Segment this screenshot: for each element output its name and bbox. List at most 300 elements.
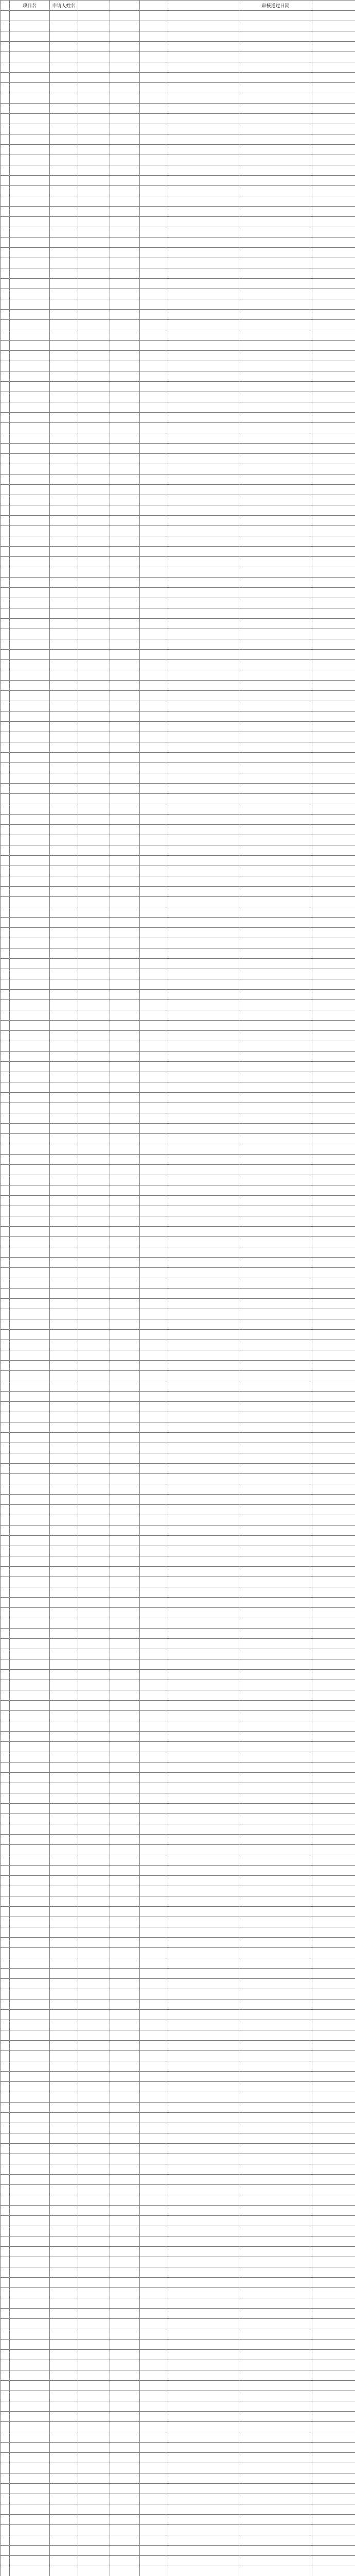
table-cell: [312, 83, 355, 93]
table-row: [1, 691, 355, 701]
table-cell: [312, 464, 355, 474]
table-cell: [140, 1989, 168, 1999]
table-cell: [1, 83, 10, 93]
table-cell: [110, 330, 140, 341]
table-cell: [140, 11, 168, 21]
table-cell: [312, 1196, 355, 1206]
table-cell: [50, 1062, 78, 1072]
table-cell: [239, 990, 312, 1000]
table-cell: [1, 1031, 10, 1041]
table-cell: [50, 907, 78, 918]
table-row: [1, 928, 355, 938]
table-cell: [239, 2226, 312, 2236]
table-cell: [50, 1793, 78, 1804]
table-cell: [312, 248, 355, 258]
table-cell: [110, 1783, 140, 1793]
header-cell: [312, 1, 355, 11]
table-cell: [10, 320, 50, 330]
table-row: [1, 1309, 355, 1319]
table-cell: [1, 2206, 10, 2216]
table-cell: [78, 1165, 110, 1175]
table-cell: [78, 1814, 110, 1824]
table-cell: [140, 2185, 168, 2195]
table-cell: [50, 52, 78, 62]
table-cell: [168, 299, 239, 310]
table-cell: [50, 2030, 78, 2041]
table-cell: [78, 2082, 110, 2092]
table-cell: [110, 804, 140, 815]
table-cell: [239, 660, 312, 670]
table-cell: [110, 2340, 140, 2350]
table-cell: [168, 2226, 239, 2236]
table-cell: [140, 907, 168, 918]
table-cell: [168, 856, 239, 866]
table-cell: [312, 1453, 355, 1464]
table-cell: [50, 722, 78, 732]
table-row: [1, 567, 355, 578]
table-cell: [1, 1680, 10, 1690]
table-cell: [10, 268, 50, 279]
table-row: [1, 1938, 355, 1948]
table-cell: [312, 876, 355, 887]
table-cell: [1, 2195, 10, 2206]
header-cell: [140, 1, 168, 11]
table-cell: [50, 1773, 78, 1783]
table-row: [1, 2401, 355, 2412]
table-cell: [168, 578, 239, 588]
table-cell: [239, 1495, 312, 1505]
table-cell: [140, 2278, 168, 2288]
table-cell: [168, 351, 239, 361]
table-cell: [1, 485, 10, 495]
table-cell: [1, 547, 10, 557]
table-cell: [140, 238, 168, 248]
table-cell: [50, 835, 78, 845]
table-cell: [1, 1835, 10, 1845]
table-row: [1, 62, 355, 73]
table-cell: [110, 341, 140, 351]
table-row: [1, 1484, 355, 1495]
table-cell: [168, 1185, 239, 1196]
table-cell: [168, 2463, 239, 2473]
table-cell: [168, 21, 239, 31]
table-cell: [10, 52, 50, 62]
table-cell: [312, 1392, 355, 1402]
table-cell: [312, 2216, 355, 2226]
table-cell: [110, 629, 140, 639]
table-cell: [78, 464, 110, 474]
table-cell: [110, 1587, 140, 1598]
table-cell: [10, 248, 50, 258]
table-row: [1, 876, 355, 887]
table-cell: [168, 2422, 239, 2432]
table-cell: [110, 2566, 140, 2576]
table-cell: [140, 299, 168, 310]
table-cell: [312, 516, 355, 526]
table-cell: [50, 2319, 78, 2329]
table-cell: [312, 2267, 355, 2278]
table-row: [1, 1989, 355, 1999]
table-cell: [140, 330, 168, 341]
table-cell: [78, 856, 110, 866]
table-cell: [239, 1711, 312, 1721]
table-cell: [110, 1958, 140, 1969]
table-cell: [50, 701, 78, 711]
table-cell: [78, 402, 110, 413]
table-cell: [10, 608, 50, 619]
table-cell: [10, 2546, 50, 2556]
table-cell: [239, 1402, 312, 1412]
table-cell: [140, 2504, 168, 2515]
table-cell: [110, 1907, 140, 1917]
table-cell: [110, 1546, 140, 1556]
table-cell: [312, 1422, 355, 1433]
table-row: [1, 21, 355, 31]
table-cell: [168, 536, 239, 547]
table-cell: [140, 1752, 168, 1762]
table-row: [1, 1082, 355, 1093]
table-cell: [239, 474, 312, 485]
table-cell: [50, 825, 78, 835]
table-cell: [168, 2350, 239, 2360]
table-cell: [312, 1917, 355, 1927]
table-cell: [50, 42, 78, 52]
table-cell: [1, 1165, 10, 1175]
table-cell: [140, 402, 168, 413]
header-cell: [1, 1, 10, 11]
table-cell: [312, 825, 355, 835]
table-row: [1, 1855, 355, 1866]
table-cell: [110, 681, 140, 691]
table-row: [1, 42, 355, 52]
table-cell: [239, 2185, 312, 2195]
table-cell: [140, 2401, 168, 2412]
table-cell: [110, 413, 140, 423]
table-cell: [239, 1175, 312, 1185]
table-cell: [110, 2030, 140, 2041]
table-cell: [78, 1278, 110, 1289]
table-cell: [168, 114, 239, 124]
table-cell: [50, 73, 78, 83]
table-row: [1, 1041, 355, 1052]
table-cell: [140, 2494, 168, 2504]
table-cell: [140, 1690, 168, 1701]
table-cell: [140, 1608, 168, 1618]
table-cell: [78, 1392, 110, 1402]
table-cell: [239, 1732, 312, 1742]
table-cell: [78, 433, 110, 444]
table-cell: [1, 1608, 10, 1618]
table-cell: [140, 567, 168, 578]
table-cell: [140, 2010, 168, 2020]
table-cell: [168, 2494, 239, 2504]
table-cell: [10, 701, 50, 711]
table-row: [1, 2319, 355, 2329]
table-row: [1, 2226, 355, 2236]
table-cell: [140, 31, 168, 42]
table-cell: [110, 1134, 140, 1144]
table-cell: [312, 31, 355, 42]
table-cell: [1, 1185, 10, 1196]
table-cell: [78, 2206, 110, 2216]
table-cell: [312, 1927, 355, 1938]
table-cell: [50, 227, 78, 238]
table-cell: [168, 918, 239, 928]
table-row: [1, 1196, 355, 1206]
table-cell: [10, 1927, 50, 1938]
table-cell: [1, 784, 10, 794]
table-cell: [239, 1804, 312, 1814]
table-cell: [239, 1216, 312, 1227]
table-row: [1, 887, 355, 897]
table-cell: [140, 1392, 168, 1402]
table-cell: [140, 1629, 168, 1639]
table-row: [1, 104, 355, 114]
table-row: [1, 804, 355, 815]
table-cell: [312, 2092, 355, 2103]
table-cell: [140, 2309, 168, 2319]
table-cell: [312, 1938, 355, 1948]
table-cell: [10, 1917, 50, 1927]
table-cell: [239, 382, 312, 392]
table-cell: [168, 83, 239, 93]
table-cell: [140, 1247, 168, 1258]
table-row: [1, 516, 355, 526]
table-cell: [1, 2494, 10, 2504]
table-row: [1, 2453, 355, 2463]
table-cell: [78, 2473, 110, 2484]
table-cell: [312, 52, 355, 62]
table-cell: [239, 2103, 312, 2113]
table-cell: [140, 2443, 168, 2453]
table-cell: [1, 2535, 10, 2546]
table-cell: [239, 845, 312, 856]
table-row: [1, 526, 355, 536]
table-cell: [140, 753, 168, 763]
table-row: [1, 1629, 355, 1639]
table-row: [1, 1814, 355, 1824]
table-cell: [168, 2298, 239, 2309]
table-cell: [312, 2195, 355, 2206]
table-cell: [312, 433, 355, 444]
table-cell: [168, 2278, 239, 2288]
table-cell: [168, 1495, 239, 1505]
table-cell: [168, 629, 239, 639]
table-cell: [110, 1495, 140, 1505]
table-cell: [168, 2010, 239, 2020]
table-cell: [110, 2463, 140, 2473]
table-cell: [78, 2360, 110, 2370]
table-cell: [10, 217, 50, 227]
table-cell: [312, 1000, 355, 1010]
table-cell: [140, 1639, 168, 1649]
table-cell: [312, 2504, 355, 2515]
table-cell: [10, 711, 50, 722]
table-cell: [50, 2494, 78, 2504]
table-cell: [1, 608, 10, 619]
table-row: [1, 959, 355, 969]
table-cell: [1, 1216, 10, 1227]
table-row: [1, 1412, 355, 1422]
table-cell: [168, 196, 239, 207]
table-cell: [78, 1793, 110, 1804]
table-cell: [110, 1577, 140, 1587]
table-cell: [140, 516, 168, 526]
table-cell: [110, 1041, 140, 1052]
table-cell: [140, 763, 168, 773]
table-cell: [78, 2546, 110, 2556]
table-cell: [50, 2257, 78, 2267]
table-row: [1, 382, 355, 392]
table-row: [1, 1783, 355, 1793]
table-cell: [10, 1536, 50, 1546]
table-cell: [1, 2278, 10, 2288]
table-cell: [78, 1072, 110, 1082]
table-cell: [312, 2370, 355, 2381]
table-cell: [239, 2535, 312, 2546]
table-row: [1, 1165, 355, 1175]
table-cell: [312, 619, 355, 629]
table-cell: [110, 1680, 140, 1690]
table-row: [1, 310, 355, 320]
table-cell: [110, 2164, 140, 2175]
table-row: [1, 2144, 355, 2154]
table-row: [1, 2103, 355, 2113]
table-cell: [78, 691, 110, 701]
table-cell: [50, 145, 78, 155]
table-cell: [239, 2061, 312, 2072]
table-cell: [110, 876, 140, 887]
table-cell: [312, 1319, 355, 1330]
table-cell: [110, 402, 140, 413]
table-cell: [50, 2298, 78, 2309]
table-cell: [312, 773, 355, 784]
table-cell: [239, 186, 312, 196]
table-row: [1, 402, 355, 413]
table-cell: [10, 2309, 50, 2319]
table-cell: [78, 1886, 110, 1896]
table-cell: [1, 2381, 10, 2391]
table-cell: [168, 969, 239, 979]
table-row: [1, 969, 355, 979]
table-cell: [140, 1824, 168, 1835]
table-cell: [10, 969, 50, 979]
table-cell: [1, 1443, 10, 1453]
table-cell: [78, 1124, 110, 1134]
table-cell: [239, 1350, 312, 1361]
table-cell: [140, 536, 168, 547]
table-cell: [10, 1289, 50, 1299]
table-cell: [10, 1742, 50, 1752]
table-cell: [1, 1793, 10, 1804]
table-row: [1, 1155, 355, 1165]
table-cell: [10, 1896, 50, 1907]
table-cell: [1, 176, 10, 186]
table-cell: [50, 2422, 78, 2432]
table-cell: [168, 1464, 239, 1474]
table-cell: [78, 979, 110, 990]
table-cell: [10, 1247, 50, 1258]
table-row: [1, 1443, 355, 1453]
table-cell: [312, 1546, 355, 1556]
table-cell: [78, 1206, 110, 1216]
table-cell: [50, 2340, 78, 2350]
table-cell: [239, 52, 312, 62]
table-cell: [312, 1247, 355, 1258]
table-cell: [78, 1464, 110, 1474]
table-cell: [1, 2216, 10, 2226]
table-cell: [110, 2082, 140, 2092]
table-cell: [10, 495, 50, 505]
table-cell: [168, 1866, 239, 1876]
table-cell: [312, 361, 355, 371]
table-cell: [110, 1999, 140, 2010]
table-cell: [140, 1938, 168, 1948]
table-cell: [110, 1330, 140, 1340]
table-cell: [239, 1742, 312, 1752]
table-cell: [10, 2185, 50, 2195]
table-cell: [110, 918, 140, 928]
table-cell: [110, 2370, 140, 2381]
table-cell: [1, 1783, 10, 1793]
table-cell: [239, 907, 312, 918]
table-cell: [312, 2453, 355, 2463]
table-cell: [78, 1855, 110, 1866]
table-cell: [1, 763, 10, 773]
table-cell: [140, 2288, 168, 2298]
table-cell: [239, 1412, 312, 1422]
table-cell: [50, 238, 78, 248]
table-cell: [78, 93, 110, 104]
table-cell: [168, 845, 239, 856]
table-cell: [168, 2123, 239, 2133]
table-row: [1, 2175, 355, 2185]
table-cell: [312, 948, 355, 959]
table-cell: [110, 2144, 140, 2154]
table-cell: [78, 2257, 110, 2267]
table-cell: [50, 134, 78, 145]
table-cell: [239, 1422, 312, 1433]
table-cell: [168, 2195, 239, 2206]
table-cell: [140, 165, 168, 176]
table-cell: [140, 2391, 168, 2401]
table-cell: [78, 1289, 110, 1299]
table-cell: [239, 1464, 312, 1474]
table-cell: [50, 2216, 78, 2226]
table-cell: [140, 2453, 168, 2463]
table-cell: [140, 1072, 168, 1082]
table-cell: [140, 1113, 168, 1124]
table-cell: [168, 31, 239, 42]
table-cell: [78, 835, 110, 845]
table-cell: [239, 2195, 312, 2206]
table-cell: [239, 351, 312, 361]
table-cell: [168, 2144, 239, 2154]
table-cell: [168, 124, 239, 134]
table-cell: [78, 2319, 110, 2329]
table-cell: [110, 1093, 140, 1103]
table-cell: [78, 2226, 110, 2236]
table-cell: [50, 763, 78, 773]
table-cell: [239, 2051, 312, 2061]
table-cell: [50, 1093, 78, 1103]
table-cell: [10, 1082, 50, 1093]
table-cell: [78, 186, 110, 196]
table-cell: [50, 2154, 78, 2164]
table-cell: [168, 371, 239, 382]
table-cell: [140, 691, 168, 701]
table-cell: [50, 299, 78, 310]
